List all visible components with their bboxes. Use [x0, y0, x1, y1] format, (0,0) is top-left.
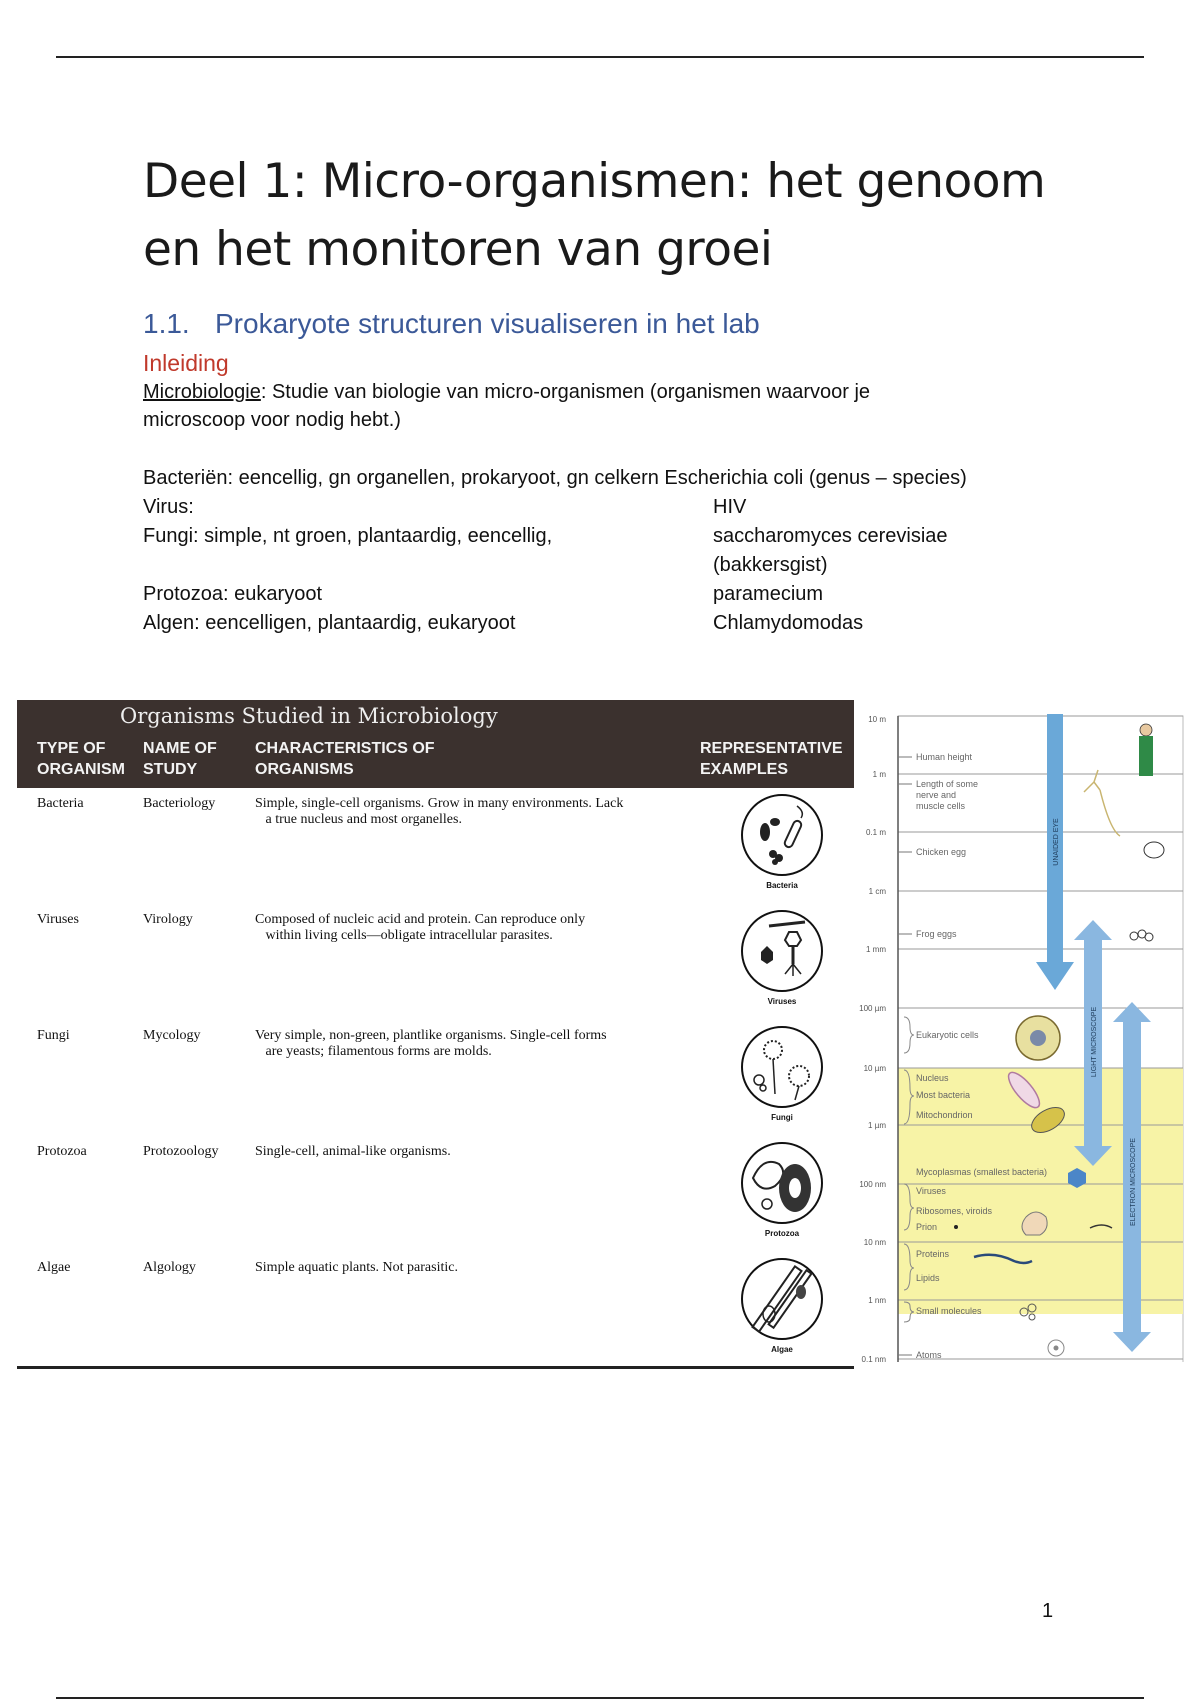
organism-desc: Fungi: simple, nt groen, plantaardig, eencellig, [143, 525, 553, 547]
organism-row [143, 464, 1073, 493]
organism-row [143, 522, 1073, 551]
virus-drawing-icon [739, 908, 825, 994]
example-bacteria [737, 792, 827, 890]
tick-label: 10 m [868, 715, 886, 724]
label-human-height: Human height [916, 752, 973, 762]
title-line-2: en het monitoren van groei [143, 222, 773, 277]
label-mycoplasmas: Mycoplasmas (smallest bacteria) [916, 1167, 1048, 1177]
label-unaided-eye: UNAIDED EYE [1053, 818, 1060, 866]
label-chicken-egg: Chicken egg [916, 847, 967, 857]
fungi-drawing-icon [739, 1024, 825, 1110]
organism-example: Chlamydomodas [713, 612, 864, 634]
organism-example: HIV [713, 496, 747, 518]
tick-label: 10 µm [863, 1064, 886, 1073]
section-title: Prokaryote structuren visualiseren in het lab [215, 308, 760, 339]
definition-term: Microbiologie [143, 381, 261, 403]
tick-label: 0.1 m [865, 828, 886, 837]
label-prion: Prion [916, 1222, 938, 1232]
cell-type: Algae [37, 1260, 71, 1275]
col-header-type: TYPE OF ORGANISM [37, 740, 125, 778]
algae-drawing-icon [739, 1256, 825, 1342]
example-caption: Viruses [767, 997, 797, 1006]
table-row [17, 788, 854, 904]
size-scale-diagram [856, 712, 1186, 1362]
table-row [17, 1020, 854, 1136]
tick-label: 100 µm [859, 1004, 886, 1013]
col-header-characteristics: CHARACTERISTICS OF ORGANISMS [255, 740, 435, 778]
tick-label: 100 nm [859, 1180, 886, 1189]
protozoa-drawing-icon [739, 1140, 825, 1226]
organism-desc: Bacteriën: eencellig, gn organellen, prokaryoot, gn celkern Escherichia coli (genus – species) [143, 467, 967, 489]
cell-study: Algology [143, 1260, 196, 1275]
cell-characteristics: Composed of nucleic acid and protein. Can reproduce only within living cells—obligate intracellular parasites. [255, 912, 586, 943]
label-ribosomes: Ribosomes, viroids [916, 1206, 993, 1216]
definition-text-2: microscoop voor nodig hebt.) [143, 409, 401, 431]
tick-label: 1 cm [868, 887, 886, 896]
cell-study: Bacteriology [143, 796, 216, 811]
example-caption: Fungi [771, 1113, 793, 1122]
cell-characteristics: Very simple, non-green, plantlike organisms. Single-cell forms are yeasts; filamentous forms are molds. [255, 1028, 607, 1059]
tick-label: 1 nm [868, 1296, 886, 1305]
scale-tick-labels [859, 715, 886, 1362]
organism-desc [143, 551, 713, 580]
header-rule [56, 56, 1144, 58]
organism-row [143, 551, 1073, 580]
cell-characteristics: Simple, single-cell organisms. Grow in many environments. Lack a true nucleus and most organelles. [255, 796, 624, 827]
table-row [17, 904, 854, 1020]
section-number: 1.1. [143, 308, 190, 339]
organism-example: paramecium [713, 583, 824, 605]
col-header-study: NAME OF STUDY [143, 740, 217, 778]
label-nerve: muscle cells [916, 801, 966, 811]
organisms-table-figure [17, 700, 854, 1370]
example-fungi [737, 1024, 827, 1122]
example-caption: Protozoa [764, 1229, 800, 1238]
organism-desc: Algen: eencelligen, plantaardig, eukaryoot [143, 612, 516, 634]
definition-text-1: : Studie van biologie van micro-organismen (organismen waarvoor je [260, 381, 871, 403]
tick-label: 10 nm [863, 1238, 886, 1247]
label-nerve: nerve and [916, 790, 957, 800]
organism-desc: Virus: [143, 496, 194, 518]
subsection-heading: Inleiding [143, 350, 229, 376]
tick-label: 1 mm [866, 945, 886, 954]
title-line-1: Deel 1: Micro-organismen: het genoom [143, 154, 1046, 209]
col-header-examples: REPRESENTATIVE EXAMPLES [700, 740, 843, 778]
label-most-bacteria: Most bacteria [916, 1090, 971, 1100]
bacteria-drawing-icon [739, 792, 825, 878]
cell-type: Protozoa [37, 1144, 87, 1159]
label-proteins: Proteins [916, 1249, 950, 1259]
cell-study: Virology [143, 912, 193, 927]
label-mitochondrion: Mitochondrion [916, 1110, 973, 1120]
label-nucleus: Nucleus [916, 1073, 949, 1083]
footer-rule [56, 1697, 1144, 1699]
example-caption: Bacteria [766, 881, 798, 890]
organism-list [143, 464, 1073, 638]
cell-study: Mycology [143, 1028, 201, 1043]
cell-characteristics: Simple aquatic plants. Not parasitic. [255, 1260, 458, 1275]
organism-row [143, 609, 1073, 638]
label-lipids: Lipids [916, 1273, 940, 1283]
table-header [17, 700, 854, 788]
label-nerve: Length of some [916, 779, 979, 789]
organism-row [143, 580, 1073, 609]
cell-type: Viruses [37, 912, 79, 927]
label-atoms: Atoms [916, 1350, 942, 1360]
size-scale-figure [856, 712, 1186, 1362]
label-small-molecules: Small molecules [916, 1306, 982, 1316]
page-title [143, 148, 1073, 284]
definition-paragraph [143, 378, 1073, 434]
cell-characteristics: Single-cell, animal-like organisms. [255, 1144, 451, 1159]
table-row [17, 1136, 854, 1252]
chicken-egg-icon [1144, 842, 1164, 858]
tick-label: 1 m [872, 770, 886, 779]
person-head-icon [1140, 724, 1152, 736]
section-heading [143, 306, 1073, 342]
organism-row [143, 493, 1073, 522]
person-body-icon [1139, 736, 1153, 776]
document-body [143, 148, 1073, 638]
organism-example: saccharomyces cerevisiae [713, 525, 948, 547]
example-algae [737, 1256, 827, 1354]
label-frog-eggs: Frog eggs [916, 929, 957, 939]
table-row [17, 1252, 854, 1368]
cell-study: Protozoology [143, 1144, 219, 1159]
table-body [17, 788, 854, 1369]
page-number: 1 [1042, 1600, 1054, 1622]
tick-label: 0.1 nm [861, 1355, 886, 1362]
example-caption: Algae [771, 1345, 793, 1354]
cell-type: Bacteria [37, 796, 84, 811]
cell-type: Fungi [37, 1028, 70, 1043]
table-title: Organisms Studied in Microbiology [120, 704, 498, 728]
example-viruses [737, 908, 827, 1006]
label-light-microscope: LIGHT MICROSCOPE [1091, 1006, 1098, 1078]
label-viruses: Viruses [916, 1186, 946, 1196]
tick-label: 1 µm [868, 1121, 886, 1130]
label-eukaryotic-cells: Eukaryotic cells [916, 1030, 979, 1040]
label-electron-microscope: ELECTRON MICROSCOPE [1130, 1138, 1137, 1226]
example-protozoa [737, 1140, 827, 1238]
organism-desc: Protozoa: eukaryoot [143, 583, 322, 605]
organism-example: (bakkersgist) [713, 554, 828, 576]
